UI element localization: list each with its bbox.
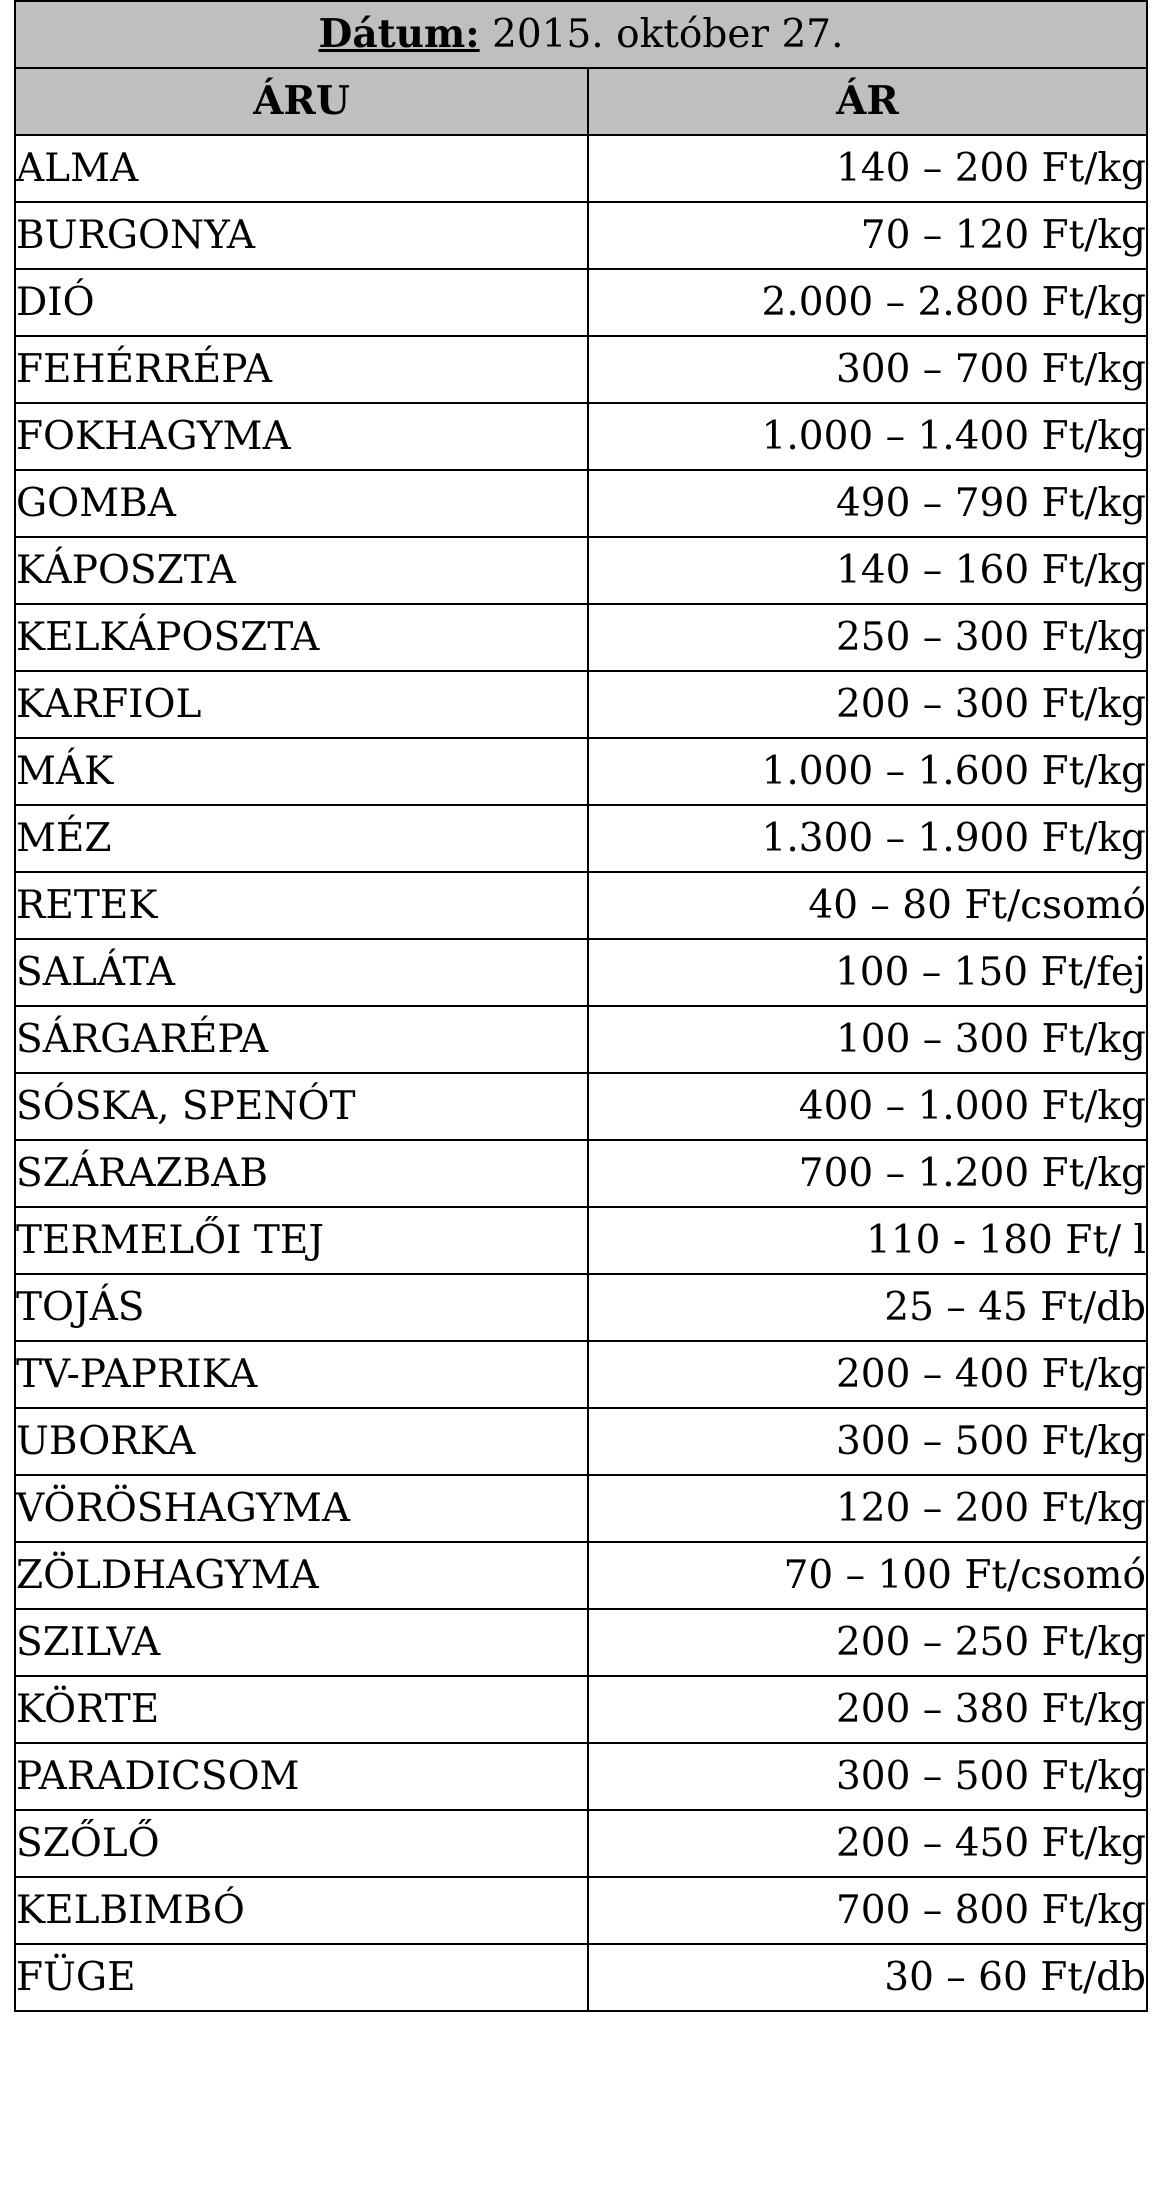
date-row [15, 1, 1147, 68]
price-range-cell: 120 – 200 Ft/kg [588, 1475, 1147, 1542]
price-range-cell: 300 – 500 Ft/kg [588, 1408, 1147, 1475]
price-range-cell: 1.000 – 1.600 Ft/kg [588, 738, 1147, 805]
table-row [15, 1810, 1147, 1877]
item-name-cell: BURGONYA [15, 202, 588, 269]
item-name-cell: TOJÁS [15, 1274, 588, 1341]
table-row [15, 1140, 1147, 1207]
item-name-cell: RETEK [15, 872, 588, 939]
table-row [15, 1006, 1147, 1073]
price-range-cell: 200 – 380 Ft/kg [588, 1676, 1147, 1743]
item-name-cell: SZILVA [15, 1609, 588, 1676]
price-range-cell: 2.000 – 2.800 Ft/kg [588, 269, 1147, 336]
item-name-cell: SALÁTA [15, 939, 588, 1006]
price-range-cell: 300 – 700 Ft/kg [588, 336, 1147, 403]
table-row [15, 939, 1147, 1006]
table-row [15, 671, 1147, 738]
date-cell [15, 1, 1147, 68]
price-range-cell: 30 – 60 Ft/db [588, 1944, 1147, 2011]
price-range-cell: 140 – 200 Ft/kg [588, 135, 1147, 202]
price-range-cell: 40 – 80 Ft/csomó [588, 872, 1147, 939]
item-name-cell: KÁPOSZTA [15, 537, 588, 604]
item-name-cell: KELKÁPOSZTA [15, 604, 588, 671]
table-row [15, 805, 1147, 872]
item-name-cell: VÖRÖSHAGYMA [15, 1475, 588, 1542]
item-name-cell: SZŐLŐ [15, 1810, 588, 1877]
price-range-cell: 490 – 790 Ft/kg [588, 470, 1147, 537]
column-header-row [15, 68, 1147, 135]
date-value: 2015. október 27. [479, 12, 844, 57]
table-row [15, 1609, 1147, 1676]
table-row [15, 537, 1147, 604]
table-row [15, 135, 1147, 202]
table-row [15, 1341, 1147, 1408]
price-range-cell: 200 – 300 Ft/kg [588, 671, 1147, 738]
item-name-cell: FEHÉRRÉPA [15, 336, 588, 403]
price-range-cell: 400 – 1.000 Ft/kg [588, 1073, 1147, 1140]
price-range-cell: 110 - 180 Ft/ l [588, 1207, 1147, 1274]
price-range-cell: 300 – 500 Ft/kg [588, 1743, 1147, 1810]
price-table [14, 0, 1148, 2012]
price-range-cell: 1.000 – 1.400 Ft/kg [588, 403, 1147, 470]
column-header-item: ÁRU [15, 68, 588, 135]
item-name-cell: MÉZ [15, 805, 588, 872]
price-range-cell: 700 – 1.200 Ft/kg [588, 1140, 1147, 1207]
table-row [15, 403, 1147, 470]
table-row [15, 202, 1147, 269]
table-row [15, 738, 1147, 805]
table-row [15, 1475, 1147, 1542]
table-row [15, 470, 1147, 537]
table-row [15, 604, 1147, 671]
date-label: Dátum: [318, 11, 480, 57]
item-name-cell: FÜGE [15, 1944, 588, 2011]
item-name-cell: MÁK [15, 738, 588, 805]
item-name-cell: TERMELŐI TEJ [15, 1207, 588, 1274]
item-name-cell: PARADICSOM [15, 1743, 588, 1810]
item-name-cell: KÖRTE [15, 1676, 588, 1743]
table-row [15, 1743, 1147, 1810]
price-range-cell: 700 – 800 Ft/kg [588, 1877, 1147, 1944]
table-row [15, 1676, 1147, 1743]
item-name-cell: DIÓ [15, 269, 588, 336]
item-name-cell: SZÁRAZBAB [15, 1140, 588, 1207]
table-row [15, 1944, 1147, 2011]
item-name-cell: SÓSKA, SPENÓT [15, 1073, 588, 1140]
item-name-cell: ZÖLDHAGYMA [15, 1542, 588, 1609]
price-range-cell: 70 – 100 Ft/csomó [588, 1542, 1147, 1609]
item-name-cell: KARFIOL [15, 671, 588, 738]
price-range-cell: 200 – 400 Ft/kg [588, 1341, 1147, 1408]
table-row [15, 1877, 1147, 1944]
price-range-cell: 1.300 – 1.900 Ft/kg [588, 805, 1147, 872]
item-name-cell: UBORKA [15, 1408, 588, 1475]
item-name-cell: SÁRGARÉPA [15, 1006, 588, 1073]
table-row [15, 269, 1147, 336]
table-row [15, 1207, 1147, 1274]
price-range-cell: 100 – 300 Ft/kg [588, 1006, 1147, 1073]
column-header-price: ÁR [588, 68, 1147, 135]
item-name-cell: GOMBA [15, 470, 588, 537]
price-range-cell: 200 – 450 Ft/kg [588, 1810, 1147, 1877]
table-row [15, 1408, 1147, 1475]
price-range-cell: 70 – 120 Ft/kg [588, 202, 1147, 269]
item-name-cell: ALMA [15, 135, 588, 202]
price-range-cell: 25 – 45 Ft/db [588, 1274, 1147, 1341]
price-range-cell: 140 – 160 Ft/kg [588, 537, 1147, 604]
table-row [15, 872, 1147, 939]
table-row [15, 1274, 1147, 1341]
table-row [15, 1542, 1147, 1609]
table-row [15, 336, 1147, 403]
item-name-cell: KELBIMBÓ [15, 1877, 588, 1944]
price-range-cell: 100 – 150 Ft/fej [588, 939, 1147, 1006]
item-name-cell: TV-PAPRIKA [15, 1341, 588, 1408]
table-row [15, 1073, 1147, 1140]
price-range-cell: 250 – 300 Ft/kg [588, 604, 1147, 671]
item-name-cell: FOKHAGYMA [15, 403, 588, 470]
price-range-cell: 200 – 250 Ft/kg [588, 1609, 1147, 1676]
